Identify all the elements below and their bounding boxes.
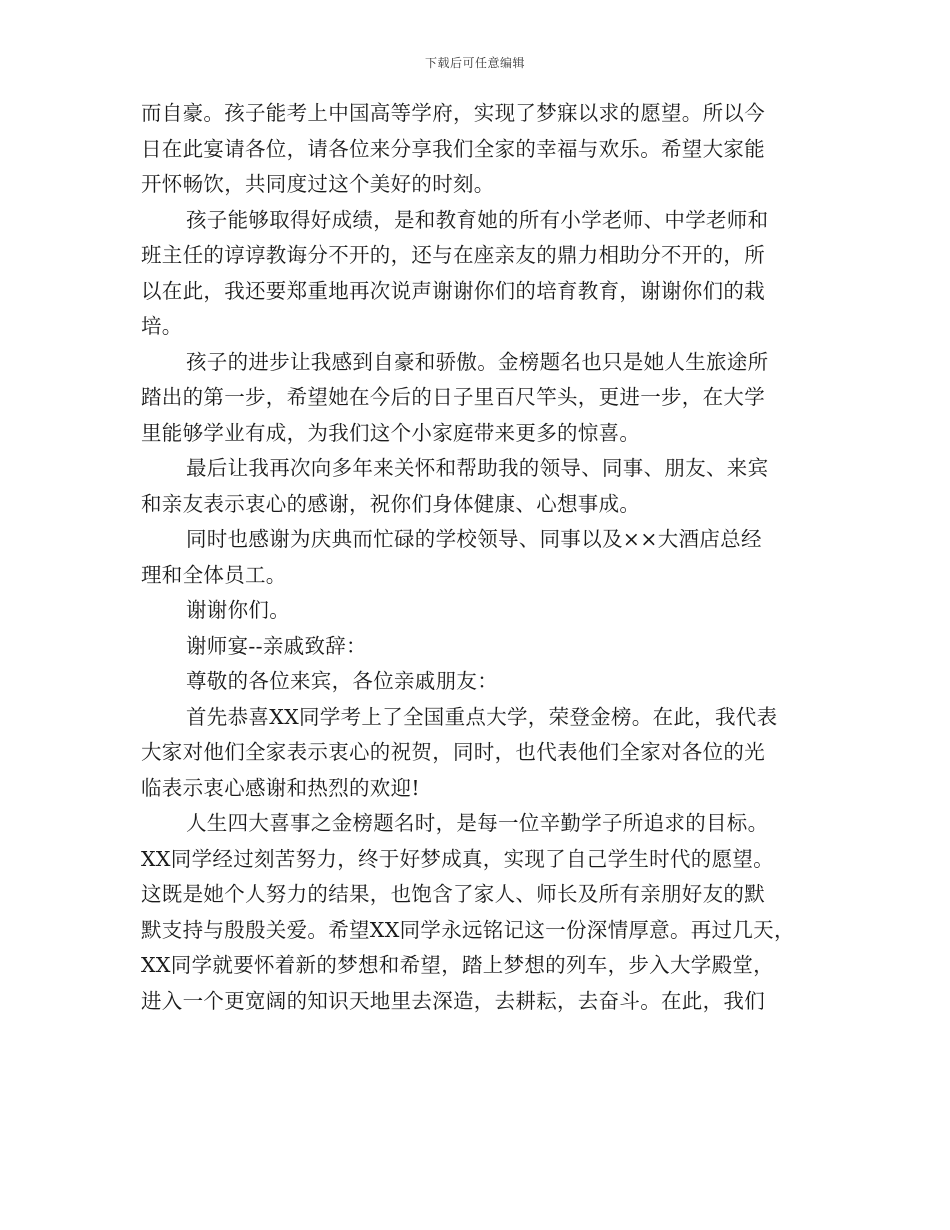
text-line: 培。 — [141, 314, 183, 338]
text-line: 尊敬的各位来宾，各位亲戚朋友： — [186, 669, 498, 693]
text-line: 大家对他们全家表示衷心的祝贺，同时，也代表他们全家对各位的光 — [141, 740, 765, 764]
text-line: 孩子能够取得好成绩，是和教育她的所有小学老师、中学老师和 — [186, 207, 769, 232]
text-line: 首先恭喜XX同学考上了全国重点大学，荣登金榜。在此，我代表 — [186, 704, 778, 729]
text-line: 同时也感谢为庆典而忙碌的学校领导、同事以及××大酒店总经 — [186, 527, 762, 551]
text-line: 踏出的第一步，希望她在今后的日子里百尺竿头，更进一步，在大学 — [141, 385, 765, 409]
text-line: 以在此，我还要郑重地再次说声谢谢你们的培育教育，谢谢你们的栽 — [141, 278, 765, 303]
text-line: 班主任的谆谆教诲分不开的，还与在座亲友的鼎力相助分不开的，所 — [141, 243, 765, 267]
text-line: 日在此宴请各位，请各位来分享我们全家的幸福与欢乐。希望大家能 — [141, 136, 765, 161]
text-line: XX同学经过刻苦努力，终于好梦成真，实现了自己学生时代的愿望。 — [141, 846, 774, 871]
text-line: 里能够学业有成，为我们这个小家庭带来更多的惊喜。 — [141, 420, 641, 445]
text-line: 理和全体员工。 — [141, 562, 287, 587]
page-header: 下载后可任意编辑 — [424, 56, 525, 70]
text-line: 临表示衷心感谢和热烈的欢迎! — [141, 775, 420, 800]
text-line: 这既是她个人努力的结果，也饱含了家人、师长及所有亲朋好友的默 — [141, 882, 765, 906]
document-body — [141, 96, 811, 1019]
text-line: 而自豪。孩子能考上中国高等学府，实现了梦寐以求的愿望。所以今 — [141, 101, 765, 125]
text-line: 谢谢你们。 — [186, 598, 290, 622]
text-line: 最后让我再次向多年来关怀和帮助我的领导、同事、朋友、来宾 — [186, 456, 769, 480]
text-line: 和亲友表示衷心的感谢，祝你们身体健康、心想事成。 — [141, 491, 641, 516]
text-line: 进入一个更宽阔的知识天地里去深造，去耕耘，去奋斗。在此，我们 — [141, 988, 765, 1013]
text-line: 人生四大喜事之金榜题名时，是每一位辛勤学子所追求的目标。 — [186, 811, 769, 835]
text-line: 开怀畅饮，共同度过这个美好的时刻。 — [141, 172, 495, 196]
text-line: 孩子的进步让我感到自豪和骄傲。金榜题名也只是她人生旅途所 — [186, 349, 769, 374]
section-heading: 谢师宴--亲戚致辞： — [186, 633, 367, 658]
text-line: XX同学就要怀着新的梦想和希望，踏上梦想的列车，步入大学殿堂， — [141, 953, 774, 977]
text-line: 默支持与殷殷关爱。希望XX同学永远铭记这一份深情厚意。再过几天， — [141, 917, 795, 942]
